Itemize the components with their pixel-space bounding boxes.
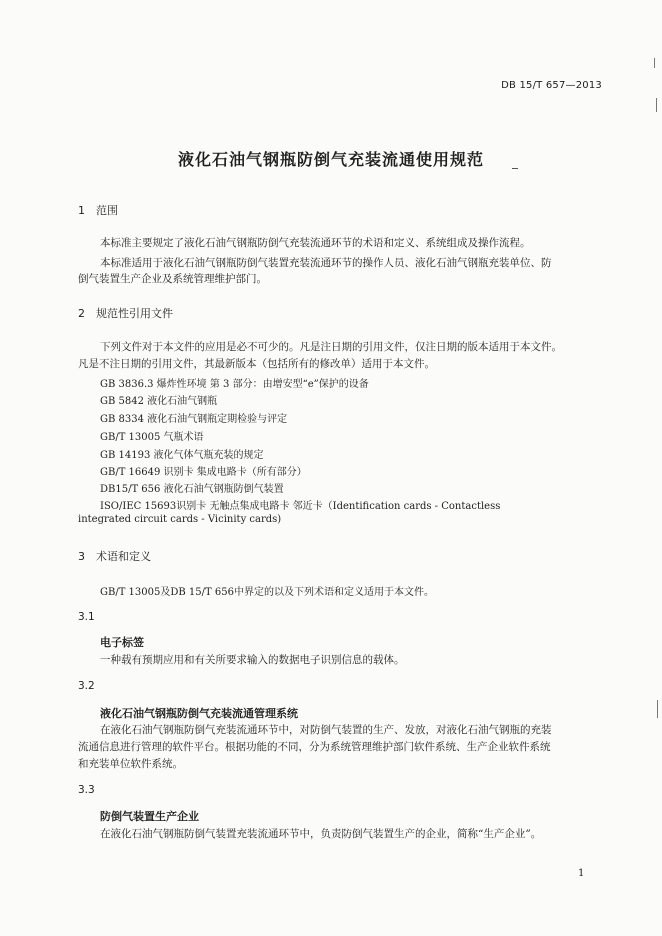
reference-item-iso-line-2: integrated circuit cards - Vicinity cards): [78, 514, 282, 525]
section-title: 术语和定义: [96, 550, 151, 563]
scope-paragraph-2-line-1: 本标准适用于液化石油气钢瓶防倒气装置充装流通环节的操作人员、液化石油气钢瓶充装单位、防: [100, 257, 552, 269]
term-3-2-definition-line-3: 和充装单位软件系统。: [78, 758, 183, 770]
reference-item: GB 14193 液化气体气瓶充装的规定: [100, 450, 264, 461]
term-3-2-name: 液化石油气钢瓶防倒气充装流通管理系统: [100, 707, 298, 720]
section-title: 规范性引用文件: [96, 307, 173, 320]
section-number: 2: [78, 307, 85, 320]
term-3-3-name: 防倒气装置生产企业: [100, 810, 199, 823]
standard-number: DB 15/T 657—2013: [501, 80, 602, 91]
references-intro-line-2: 凡是不注日期的引用文件，其最新版本（包括所有的修改单）适用于本文件。: [78, 358, 435, 370]
page-number: 1: [578, 868, 585, 879]
stray-mark: [512, 168, 518, 169]
section-title: 范围: [96, 204, 118, 217]
reference-item: GB/T 16649 识别卡 集成电路卡（所有部分）: [100, 467, 307, 478]
reference-item: DB15/T 656 液化石油气钢瓶防倒气装置: [100, 484, 284, 495]
terms-intro: GB/T 13005及DB 15/T 656中界定的以及下列术语和定义适用于本文件。: [100, 587, 434, 598]
scope-paragraph-2-line-2: 倒气装置生产企业及系统管理维护部门。: [78, 273, 267, 285]
reference-item: GB/T 13005 气瓶术语: [100, 432, 204, 443]
section-1-heading: [78, 202, 118, 218]
scan-edge-mark: [656, 98, 657, 112]
references-intro-line-1: 下列文件对于本文件的应用是必不可少的。凡是注日期的引用文件，仅注日期的版本适用于本文件。: [100, 341, 562, 353]
term-3-1-definition: 一种载有预期应用和有关所要求输入的数据电子识别信息的载体。: [100, 654, 405, 666]
section-3-heading: [78, 548, 151, 564]
term-3-2-definition-line-1: 在液化石油气钢瓶防倒气充装流通环节中，对防倒气装置的生产、发放，对液化石油气钢瓶的充装: [100, 724, 552, 736]
section-2-heading: [78, 305, 173, 321]
term-3-3-number: 3.3: [78, 784, 95, 796]
document-title: 液化石油气钢瓶防倒气充装流通使用规范: [177, 150, 484, 169]
section-number: 3: [78, 550, 85, 563]
reference-item: GB 5842 液化石油气钢瓶: [100, 396, 218, 407]
scan-edge-mark: [657, 700, 658, 718]
term-3-2-number: 3.2: [78, 680, 95, 692]
term-3-2-definition-line-2: 流通信息进行管理的软件平台。根据功能的不同，分为系统管理维护部门软件系统、生产企业软件系统: [78, 741, 551, 753]
reference-item: GB 3836.3 爆炸性环境 第 3 部分：由增安型“e”保护的设备: [100, 379, 369, 390]
term-3-1-name: 电子标签: [100, 636, 144, 649]
reference-item-iso-line-1: ISO/IEC 15693识别卡 无触点集成电路卡 邻近卡（Identification cards - Contactless: [100, 501, 501, 512]
term-3-3-definition: 在液化石油气钢瓶防倒气装置充装流通环节中，负责防倒气装置生产的企业，简称“生产企业”。: [100, 828, 542, 840]
scope-paragraph-1: 本标准主要规定了液化石油气钢瓶防倒气充装流通环节的术语和定义、系统组成及操作流程。: [100, 237, 531, 249]
section-number: 1: [78, 204, 85, 217]
reference-item: GB 8334 液化石油气钢瓶定期检验与评定: [100, 414, 288, 425]
term-3-1-number: 3.1: [78, 611, 95, 623]
scan-edge-mark: [654, 58, 655, 68]
